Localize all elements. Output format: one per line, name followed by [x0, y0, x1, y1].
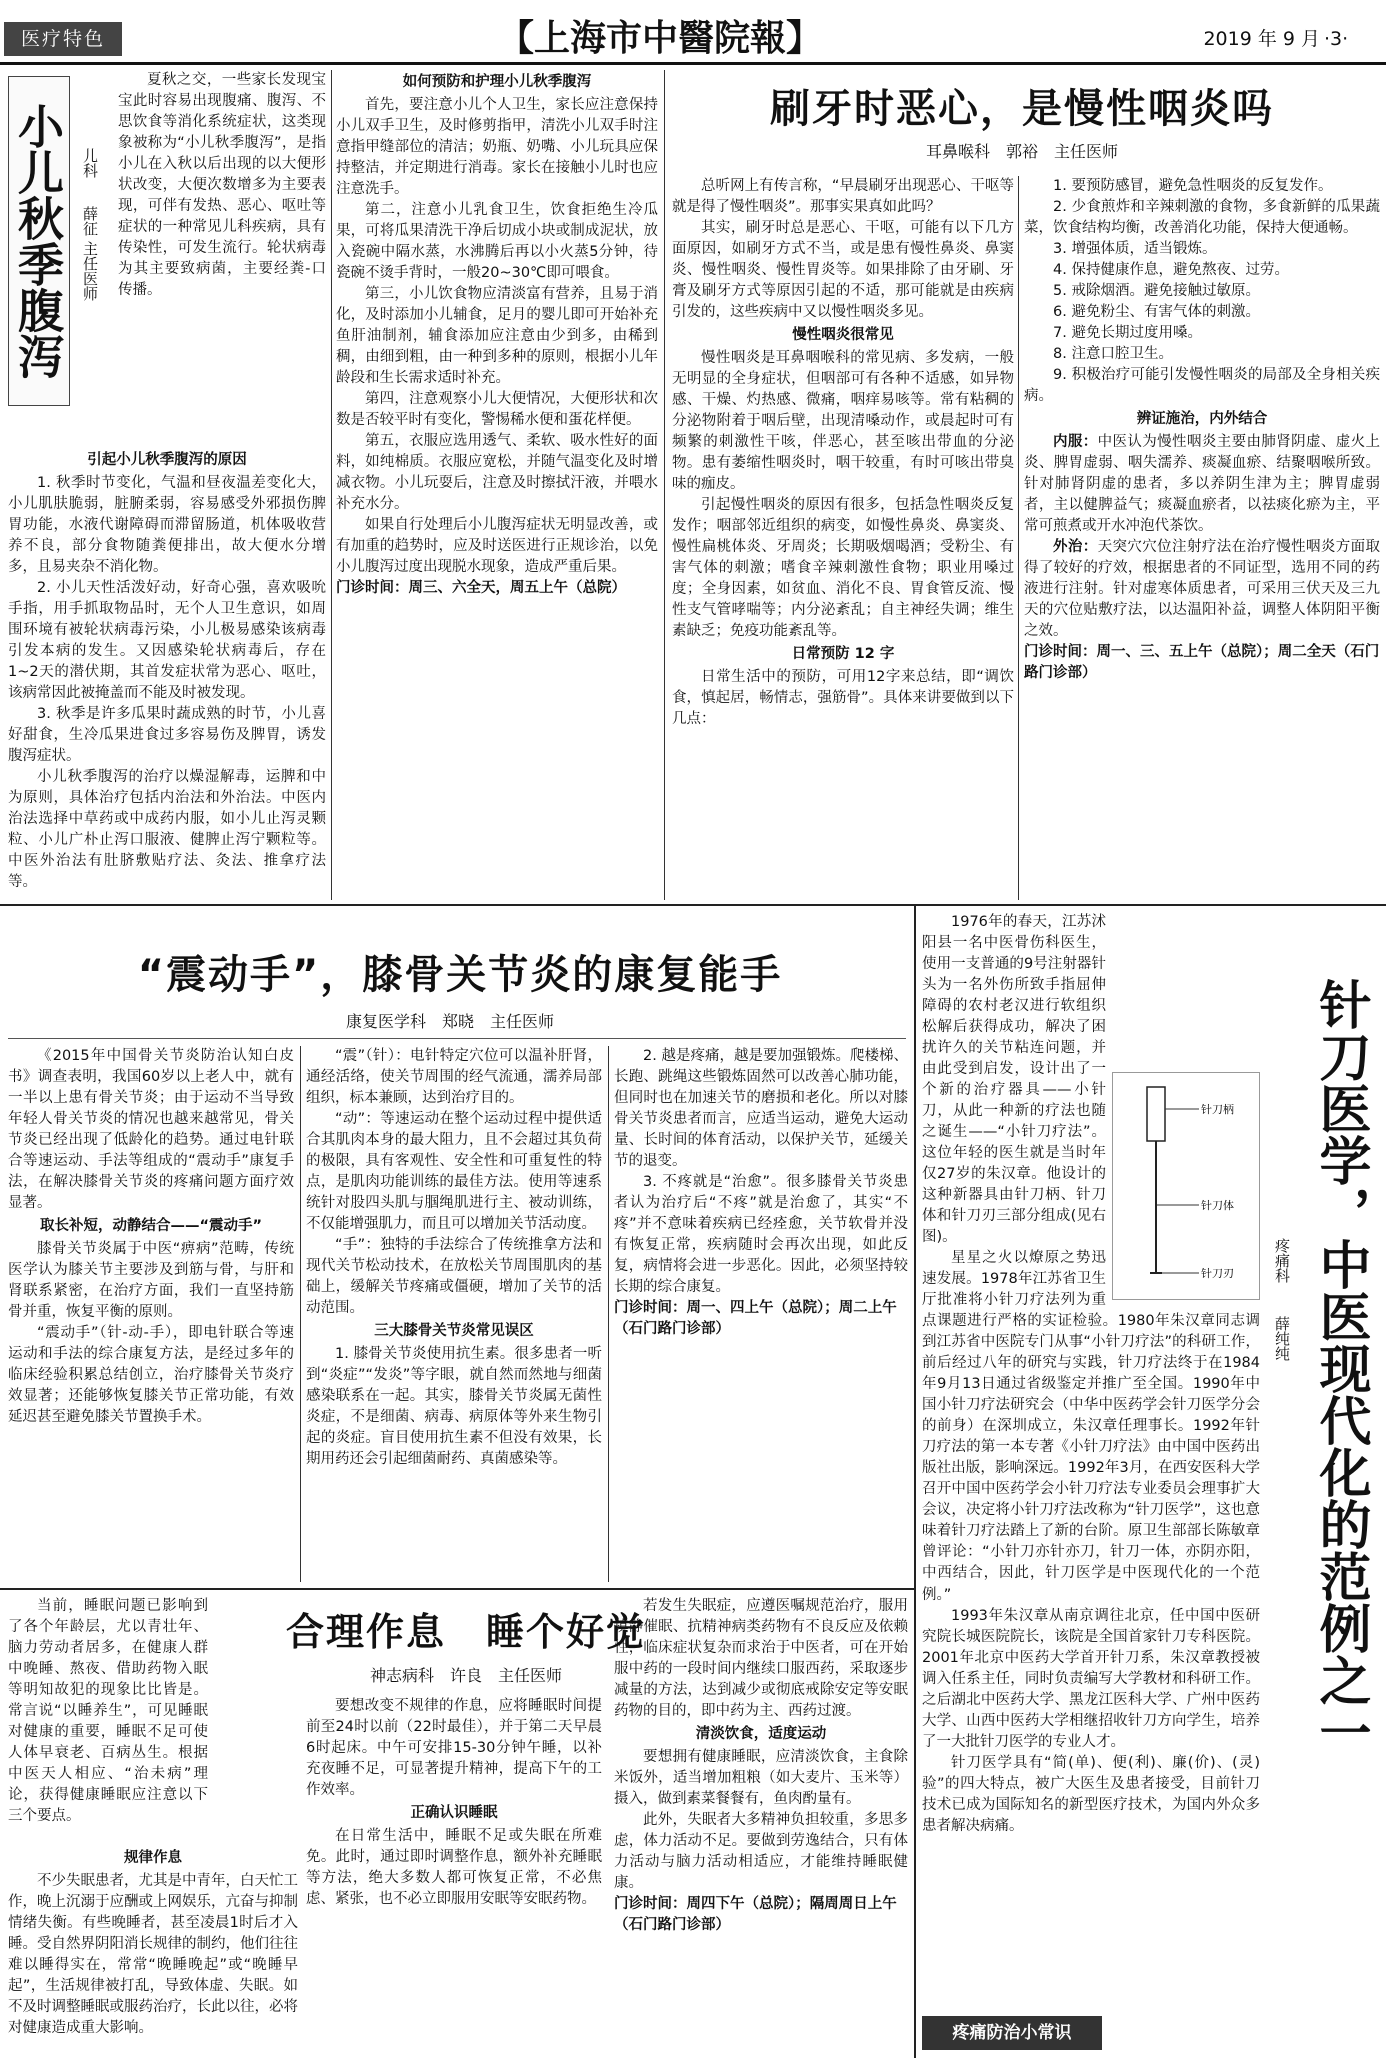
fig-label-body: 针刀体 [1201, 1199, 1234, 1212]
a3-title: “震动手”，膝骨关节炎的康复能手 [137, 952, 783, 998]
a1-h2: 如何预防和护理小儿秋季腹泻 [402, 74, 592, 90]
a2-byline: 耳鼻喉科 郭裕 主任医师 [925, 142, 1118, 161]
a2-item: 2. 少食煎炸和辛辣刺激的食物，多食新鲜的瓜果蔬菜，饮食结构均衡，改善消化功能，保持大便通畅。 [1024, 199, 1380, 237]
a5-intro: 当前，睡眠问题已影响到了各个年龄层，尤以青壮年、脑力劳动者居多，在健康人群中晚睡、熬夜、借助药物入眠等明知故犯的现象比比皆是。常言说“以睡养生”，可见睡眠对健康的重要，睡眠不足可使人体早衰老、百病丛生。根据中医天人相应、“治未病”理论，获得健康睡眠应注意以下三个要点。 [8, 1598, 208, 1825]
a1-intro: 夏秋之交，一些家长发现宝宝此时容易出现腹痛、腹泻、不思饮食等消化系统症状，这类现象被称为“小儿秋季腹泻”，是指小儿在入秋以后出现的以大便形状改变，大便次数增多为主要表现，可伴有发热、恶心、呕吐等症状的一种常见儿科疾病，具有传染性，可发生流行。轮状病毒为其主要致病菌，主要经粪-口传播。 [118, 72, 326, 299]
a2-h2: 日常预防 12 字 [791, 646, 895, 663]
a2-item: 1. 要预防感冒，避免急性咽炎的反复发作。 [1053, 178, 1333, 194]
a2-col2: 1. 要预防感冒，避免急性咽炎的反复发作。 2. 少食煎炸和辛辣刺激的食物，多食新鲜的瓜果蔬菜，饮食结构均衡，改善消化功能，保持大便通畅。 3. 增强体质，适当锻炼。 4. 保持健康作息，避免熬夜、过劳。 5. 戒除烟酒。避免接触过敏原。 6. 避免粉尘、有害气体的刺激。 7. 避免长期过度用嗓。 8. 注意口腔卫生。 9. 积极治疗可能引发慢性咽炎的局部及全身相关疾病。 辨证施治，内外结合 内服：中医认为慢性咽炎主要由肺肾阴虚、虚火上炎、脾胃虚弱、咽失濡养、痰凝血瘀、结聚咽喉所致。针对肺肾阴虚的患者，多以养阴生津为主；脾胃虚弱者，主以健脾益气；痰凝血瘀者，以祛痰化瘀为主，平常可煎煮或开水冲泡代茶饮。 外治：天突穴穴位注射疗法在治疗慢性咽炎方面取得了较好的疗效，根据患者的不同证型，选用不同的药液进行注射。针对虚寒体质患者，可采用三伏天及三九天的穴位贴敷疗法，以达温阳补益，调整人体阴阳平衡之效。 门诊时间：周一、三、五上午（总院）；周二全天（石门路门诊部） [1024, 176, 1380, 900]
a3-h2: 三大膝骨关节炎常见误区 [374, 1323, 534, 1340]
a2-clinic: 门诊时间：周一、三、五上午（总院）；周二全天（石门路门诊部） [1024, 644, 1380, 682]
a1-clinic: 门诊时间：周三、六全天，周五上午（总院） [336, 580, 626, 597]
a1-col2: 如何预防和护理小儿秋季腹泻 首先，要注意小儿个人卫生，家长应注意保持小儿双手卫生，及时修剪指甲，清洗小儿双手时注意指甲缝部位的清洁；奶瓶、奶嘴、小儿玩具应保持整洁，并定期进行消毒。家长在接触小儿时也应注意洗手。 第二，注意小儿乳食卫生，饮食拒绝生冷瓜果，可将瓜果清洗干净后切成小块或制成泥状，放入瓷碗中隔水蒸，水沸腾后再以小火蒸5分钟，待瓷碗不烫手背时，一般20~30℃即可喂食。 第三，小儿饮食物应清淡富有营养，且易于消化，及时添加小儿辅食，足月的婴儿即可开始补充鱼肝油制剂，辅食添加应注意由少到多，由稀到稠，由细到粗，由一种到多种的原则，根据小儿年龄段和生长需求适时补充。 第四，注意观察小儿大便情况，大便形状和次数是否较平时有变化，警惕稀水便和蛋花样便。 第五，衣服应选用透气、柔软、吸水性好的面料，如纯棉质。衣服应宽松，并随气温变化及时增减衣物。小儿玩耍后，注意及时擦拭汗液，并喂水补充水分。 如果自行处理后小儿腹泻症状无明显改善，或有加重的趋势时，应及时送医进行正规诊治，以免小儿腹泻过度出现脱水现象，造成严重后果。 门诊时间：周三、六全天，周五上午（总院） [336, 70, 658, 898]
a2-item: 6. 避免粉尘、有害气体的刺激。 [1053, 304, 1260, 321]
fig-label-edge: 针刀刃 [1201, 1267, 1234, 1280]
a4-figure [1112, 1072, 1260, 1300]
header-section-tag: 医疗特色 [4, 22, 122, 56]
a4-author: 薛纯纯 [1273, 1316, 1291, 1361]
fig-label-handle: 针刀柄 [1201, 1103, 1234, 1116]
a4-figure-svg [1113, 1073, 1259, 1299]
a2-col-rule [1018, 176, 1019, 900]
a1-author: 薛征 主任医师 [81, 206, 99, 301]
a5-col3: 若发生失眠症，应遵医嘱规范治疗，服用镇静催眠、抗精神病类药物有不良反应及依赖性，临床症状复杂而求治于中医者，可在开始服中药的一段时间内继续口服西药，采取逐步减量的方法，达到减少或彻底戒除安定等安眠药物的目的，即中药为主、西药过渡。 清淡饮食，适度运动 要想拥有健康睡眠，应清淡饮食，主食除米饭外，适当增加粗粮（如大麦片、玉米等）摄入，做到素菜餐餐有，鱼肉酌量有。 此外，失眠者大多精神负担较重，多思多虑，体力活动不足。要做到劳逸结合，只有体力活动与脑力活动相适应，才能维持睡眠健康。 门诊时间：周四下午（总院）；隔周周日上午（石门路门诊部） [614, 1596, 908, 2056]
a5-title-a: 合理作息 [285, 1609, 446, 1654]
a2-title: 刷牙时恶心，是慢性咽炎吗 [770, 86, 1274, 132]
a3-col3: 2. 越是疼痛，越是要加强锻炼。爬楼梯、长跑、跳绳这些锻炼固然可以改善心肺功能，但同时也在加速关节的磨损和老化。所以对膝骨关节炎患者而言，应适当运动，避免大运动量、长时间的体育活动，以保护关节，延缓关节的退变。 3. 不疼就是“治愈”。很多膝骨关节炎患者认为治疗后“不疼”就是治愈了，其实“不疼”并不意味着疾病已经痊愈，关节软骨并没有恢复正常，疾病随时会再次出现，如此反复，病情将会进一步恶化。因此，必须坚持较长期的综合康复。 门诊时间：周一、四上午（总院）；周二上午（石门路门诊部） [614, 1046, 908, 1582]
a4-title: 针刀医学，中医现代化的范例之一 [1310, 978, 1370, 1758]
masthead-title: 【上海市中醫院報】 [497, 17, 822, 59]
a2-h3: 辨证施治，内外结合 [1136, 411, 1268, 428]
a3-clinic: 门诊时间：周一、四上午（总院）；周二上午（石门路门诊部） [614, 1300, 897, 1338]
a3-a5-rule [0, 1588, 914, 1590]
a2-h1: 慢性咽炎很常见 [792, 327, 894, 344]
a5-clinic: 门诊时间：周四下午（总院）；隔周周日上午（石门路门诊部） [614, 1896, 897, 1934]
needle-handle-shape [1147, 1087, 1165, 1141]
a1-dept: 儿科 [81, 148, 99, 178]
a5-h2: 正确认识睡眠 [410, 1805, 498, 1822]
a1-h1: 引起小儿秋季腹泻的原因 [87, 452, 247, 468]
a5-title-b: 睡个好觉 [486, 1609, 647, 1654]
a1-col-rule [331, 70, 332, 900]
a1-title: 小儿秋季腹泻 [8, 76, 70, 406]
upper-lower-rule [0, 904, 1386, 906]
a3-col1-rule [300, 1046, 301, 1582]
header-rule [0, 62, 1386, 65]
a4-badge: 疼痛防治小常识 [922, 2016, 1102, 2050]
a2-item: 5. 戒除烟酒。避免接触过敏原。 [1053, 283, 1260, 300]
a3-byline: 康复医学科 郑晓 主任医师 [345, 1012, 554, 1031]
a2-item: 8. 注意口腔卫生。 [1053, 346, 1173, 363]
a3-col2-rule [608, 1046, 609, 1582]
a2-item: 3. 增强体质，适当锻炼。 [1053, 241, 1217, 258]
a5-col2: 要想改变不规律的作息，应将睡眠时间提前至24时以前（22时最佳），并于第二天早晨6时起床。中午可安排15-30分钟午睡，以补充夜睡不足，可显著提升精神，提高下午的工作效率。 正确认识睡眠 在日常生活中，睡眠不足或失眠在所难免。此时，通过即时调整作息，额外补充睡眠等方法，绝大多数人都可恢复正常，不必焦虑、紧张，也不必立即服用安眠等安眠药物。 [306, 1698, 602, 1908]
a5-col1: 规律作息 不少失眠患者，尤其是中青年，白天忙工作，晚上沉溺于应酬或上网娱乐，亢奋与抑制情绪失衡。有些晚睡者，甚至凌晨1时后才入睡。受自然界阴阳消长规律的制约，他们往往难以睡得实在，常常“晚睡晚起”或“晚睡早起”，生活规律被打乱，导致体虚、失眠。如不及时调整睡眠或服药治疗，长此以往，必将对健康造成重大影响。 [8, 1850, 298, 2037]
a2-col1: 总听网上有传言称，“早晨刷牙出现恶心、干呕等就是得了慢性咽炎”。那事实果真如此吗？ 其实，刷牙时总是恶心、干呕，可能有以下几方面原因，如刷牙方式不当，或是患有慢性鼻炎、鼻窦炎、慢性咽炎、慢性胃炎等。如果排除了由牙刷、牙膏及刷牙方式等原因引起的不适，那可能就是由疾病引发的，这些疾病中又以慢性咽炎多见。 慢性咽炎很常见 慢性咽炎是耳鼻咽喉科的常见病、多发病，一般无明显的全身症状，但咽部可有各种不适感，如异物感、干燥、灼热感、微痛，咽痒易咳等。常有粘稠的分泌物附着于咽后壁，出现清嗓动作，或晨起时可有频繁的刺激性干咳，伴恶心，甚至咳出带血的分泌物。患有萎缩性咽炎时，咽干较重，有时可咳出带臭味的痂皮。 引起慢性咽炎的原因有很多，包括急性咽炎反复发作；咽部邻近组织的病变，如慢性鼻炎、鼻窦炎、慢性扁桃体炎、牙周炎；长期吸烟喝酒；受粉尘、有害气体的刺激；嗜食辛辣刺激性食物；职业用嗓过度；全身因素，如贫血、消化不良、胃食管反流、慢性支气管哮喘等；内分泌紊乱；自主神经失调；维生素缺乏；免疫功能紊乱等。 日常预防 12 字 日常生活中的预防，可用12字来总结，即“调饮食，慎起居，畅情志，强筋骨”。具体来讲要做到以下几点： [672, 178, 1014, 728]
a1-a2-rule [664, 70, 665, 900]
a3-col2: “震”（针）：电针特定穴位可以温补肝肾，通经活络，使关节周围的经气流通，濡养局部组织，标本兼顾，达到治疗目的。 “动”：等速运动在整个运动过程中提供适合其肌肉本身的最大阻力，且不会超过其负荷的极限，具有客观性、安全性和可重复性的特点，是肌肉功能训练的最佳方法。使用等速系统针对股四头肌与腘绳肌进行主、被动训练，不仅能增强肌力，而且可以增加关节活动度。 “手”：独特的手法综合了传统推拿方法和现代关节松动技术，在放松关节周围肌肉的基础上，缓解关节疼痛或僵硬，增加了关节的活动范围。 三大膝骨关节炎常见误区 1. 膝骨关节炎使用抗生素。很多患者一听到“炎症”“发炎”等字眼，就自然而然地与细菌感染联系在一起。其实，膝骨关节炎属无菌性炎症，不是细菌、病毒、病原体等外来生物引起的炎症。盲目使用抗生素不但没有效果，长期用药还会引起细菌耐药、真菌感染等。 [306, 1048, 602, 1468]
a2-item: 9. 积极治疗可能引发慢性咽炎的局部及全身相关疾病。 [1024, 367, 1380, 405]
a2-item: 4. 保持健康作息，避免熬夜、过劳。 [1053, 262, 1289, 279]
a5-h1: 规律作息 [124, 1850, 182, 1866]
a3-col1: 《2015年中国骨关节炎防治认知白皮书》调查表明，我国60岁以上老人中，就有一半以上患有骨关节炎；由于运动不当导致年轻人骨关节炎的情况也越来越常见，骨关节炎已经出现了低龄化的趋势。通过电针联合等速运动、手法等组成的“震动手”康复手法，在解决膝骨关节炎的疼痛问题方面疗效显著。 取长补短，动静结合——“震动手” 膝骨关节炎属于中医“痹病”范畴，传统医学认为膝关节主要涉及到筋与骨，与肝和肾联系紧密，在治疗方面，我们一直坚持筋骨并重，恢复平衡的原则。 “震动手”（针-动-手），即电针联合等速运动和手法的综合康复方法，是经过多年的临床经验积累总结创立，治疗膝骨关节炎疗效显著；还能够恢复膝关节正常功能，有效延迟甚至避免膝关节置换手术。 [8, 1048, 294, 1426]
a2-item: 7. 避免长期过度用嗓。 [1053, 325, 1202, 342]
a4-body: 针刀柄 针刀体 针刀刃 1976年的春天，江苏沭阳县一名中医骨伤科医生，使用一支普通的9号注射器针头为一名外伤所致手指屈伸障碍的农村老汉进行软组织松解后获得成功，解决了困扰许久的关节粘连问题，并由此受到启发，设计出了一个新的治疗器具——小针刀，从此一种新的疗法也随之诞生——“小针刀疗法”。这位年轻的医生就是当时年仅27岁的朱汉章。他设计的这种新器具由针刀柄、针刀体和针刀刃三部分组成(见右图)。 星星之火以燎原之势迅速发展。1978年江苏省卫生厅批准将小针刀疗法列为重点课题进行严格的实证检验。1980年朱汉章同志调到江苏省中医院专门从事“小针刀疗法”的科研工作，前后经过八年的研究与实践，针刀疗法终于在1984年9月13日通过省级鉴定并推广至全国。1990年中国小针刀疗法研究会（中华中医药学会针刀医学分会的前身）在深圳成立，朱汉章任理事长。1992年针刀疗法的第一本专著《小针刀疗法》由中国中医药出版社出版，影响深远。1992年3月，在西安医科大学召开中国中医药学会小针刀疗法专业委员会理事扩大会议，决定将小针刀疗法改称为“针刀医学”，这也意味着针刀疗法踏上了新的台阶。原卫生部部长陈敏章曾评论：“小针刀亦针亦刀，针刀一体，亦阴亦阳，中西结合，因此，针刀医学是中医现代化的一个范例。” 1993年朱汉章从南京调往北京，任中国中医研究院长城医院院长，该院是全国首家针刀专科医院。2001年北京中医药大学首开针刀系，朱汉章教授被调入任系主任，同时负责编写大学教材和科研工作。之后湖北中医药大学、黑龙江医科大学、广州中医药大学、山西中医药大学相继招收针刀方向学生，培养了一大批针刀医学的专业人才。 针刀医学具有“简(单)、便(利)、廉(价)、(灵)验”的四大特点，被广大医生及患者接受，目前针刀技术已成为国际知名的新型医疗技术，为国内外众多患者解决病痛。 [922, 914, 1260, 1834]
a3-title-rule [8, 1038, 906, 1039]
a2-neifu-label: 内服： [1053, 434, 1098, 451]
header-page: ·3· [1324, 28, 1349, 50]
a5-h3: 清淡饮食，适度运动 [695, 1726, 827, 1743]
a5-byline: 神志病科 许良 主任医师 [369, 1666, 562, 1685]
a4-left-rule [914, 904, 916, 2058]
a3-h1: 取长补短，动静结合——“震动手” [39, 1218, 263, 1235]
a1-col1: 引起小儿秋季腹泻的原因 1. 秋季时节变化，气温和昼夜温差变化大，小儿肌肤脆弱，脏腑柔弱，容易感受外邪损伤脾胃功能，水液代谢障碍而滞留肠道，机体吸收营养不良，部分食物随粪便排出，故大便水分增多，且易夹杂不消化物。 2. 小儿天性活泼好动，好奇心强，喜欢吸吮手指，用手抓取物品时，无个人卫生意识，如周围环境有被轮状病毒污染，小儿极易感染该病毒引发本病的发生。又因感染轮状病毒后，存在1~2天的潜伏期，其首发症状常为恶心、呕吐，该病常因此被掩盖而不能及时被发现。 3. 秋季是许多瓜果时蔬成熟的时节，小儿喜好甜食，生冷瓜果进食过多容易伤及脾胃，诱发腹泻症状。 小儿秋季腹泻的治疗以燥湿解毒，运脾和中为原则，具体治疗包括内治法和外治法。中医内治法选择中草药或中成药内服，如小儿止泻灵颗粒、小儿广朴止泻口服液、健脾止泻宁颗粒等。中医外治法有肚脐敷贴疗法、灸法、推拿疗法等。 [8, 452, 326, 891]
a2-waizhi-label: 外治： [1053, 539, 1098, 556]
header-date: 2019 年 9 月 [1203, 28, 1320, 50]
a4-dept: 疼痛科 [1273, 1238, 1291, 1283]
